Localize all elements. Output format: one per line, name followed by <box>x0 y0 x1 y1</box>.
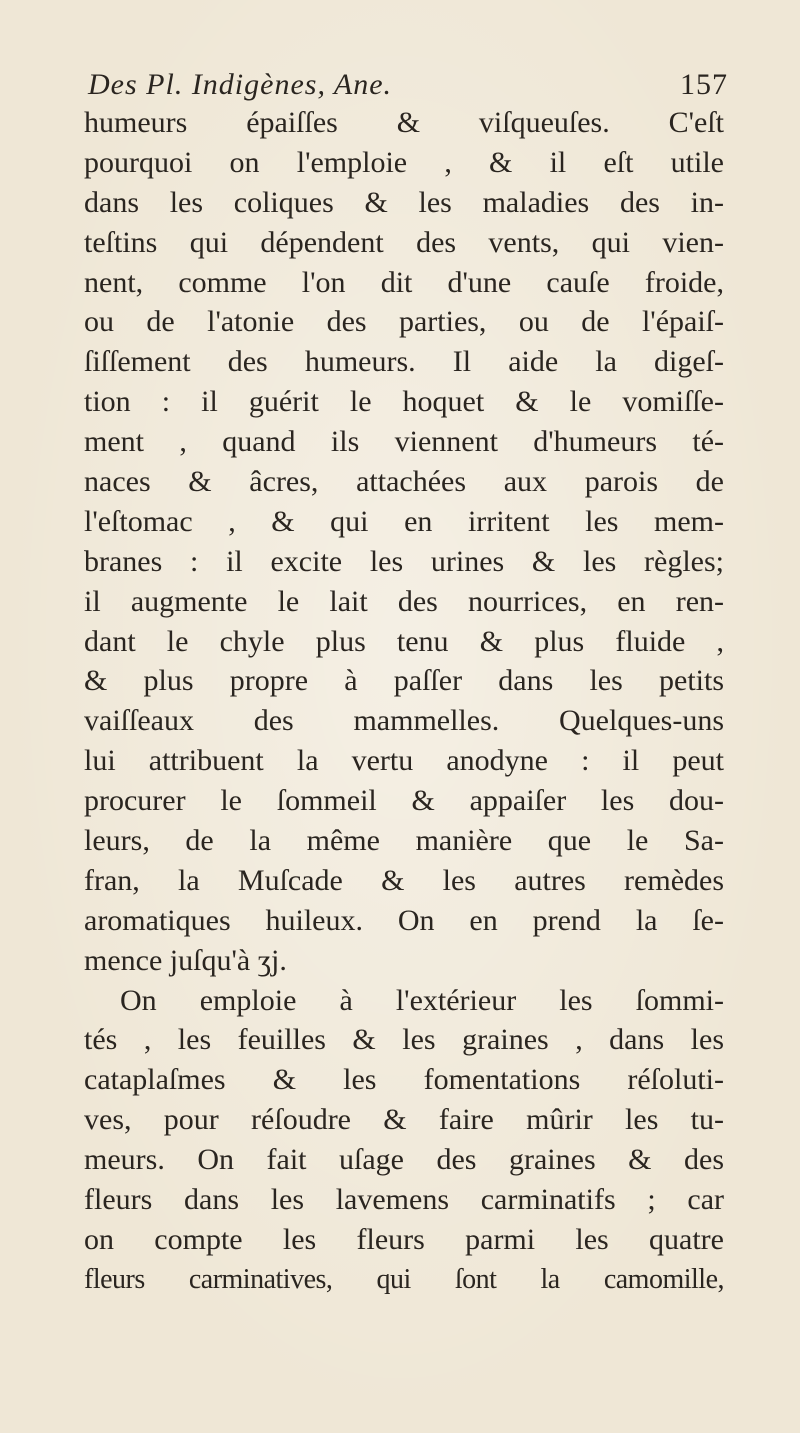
text-line: humeurs épaiſſes & viſqueuſes. C'eſt <box>84 106 724 139</box>
text-line: pourquoi on l'emploie , & il eſt utile <box>84 145 724 179</box>
text-line: meurs. On fait uſage des graines & des <box>84 1143 724 1177</box>
text-line: branes : il excite les urines & les règles; <box>84 544 724 578</box>
text-line: aromatiques huileux. On en prend la ſe- <box>84 903 724 937</box>
text-line: fleurs dans les lavemens carminatifs ; car <box>84 1183 724 1217</box>
text-line: ſiſſement des humeurs. Il aide la digeſ- <box>84 345 724 379</box>
text-line: cataplaſmes & les fomentations réſoluti- <box>84 1063 724 1097</box>
body-text <box>84 103 724 1300</box>
text-line: lui attribuent la vertu anodyne : il peut <box>84 744 724 778</box>
text-line: & plus propre à paſſer dans les petits <box>84 664 724 698</box>
text-line: ves, pour réſoudre & faire mûrir les tu- <box>84 1103 724 1137</box>
text-line: nent, comme l'on dit d'une cauſe froide, <box>84 265 724 299</box>
text-line: naces & âcres, attachées aux parois de <box>84 465 724 499</box>
text-line: il augmente le lait des nourrices, en ren- <box>84 584 724 618</box>
text-line: On emploie à l'extérieur les ſommi- <box>120 983 724 1017</box>
page-number: 157 <box>680 68 728 101</box>
text-line: l'eſtomac , & qui en irritent les mem- <box>84 504 724 538</box>
text-line: tion : il guérit le hoquet & le vomiſſe- <box>84 385 724 419</box>
running-head <box>88 68 728 108</box>
text-line: fran, la Muſcade & les autres remèdes <box>84 863 724 897</box>
text-line: ou de l'atonie des parties, ou de l'épaiſ- <box>84 305 724 339</box>
text-line: dant le chyle plus tenu & plus fluide , <box>84 624 724 658</box>
text-line: fleurs carminatives, qui ſont la camomille, <box>84 1263 724 1295</box>
running-title: Des Pl. Indigènes, Ane. <box>88 68 393 101</box>
text-line: vaiſſeaux des mammelles. Quelques-uns <box>84 704 724 738</box>
text-line: teſtins qui dépendent des vents, qui vien- <box>84 225 724 259</box>
text-line: mence juſqu'à ʒj. <box>84 943 287 977</box>
text-line: dans les coliques & les maladies des in- <box>84 185 724 219</box>
text-line: ment , quand ils viennent d'humeurs té- <box>84 425 724 459</box>
text-line: procurer le ſommeil & appaiſer les dou- <box>84 784 724 818</box>
text-line: tés , les feuilles & les graines , dans les <box>84 1023 724 1057</box>
text-line: leurs, de la même manière que le Sa- <box>84 824 724 858</box>
text-line: on compte les fleurs parmi les quatre <box>84 1222 724 1256</box>
